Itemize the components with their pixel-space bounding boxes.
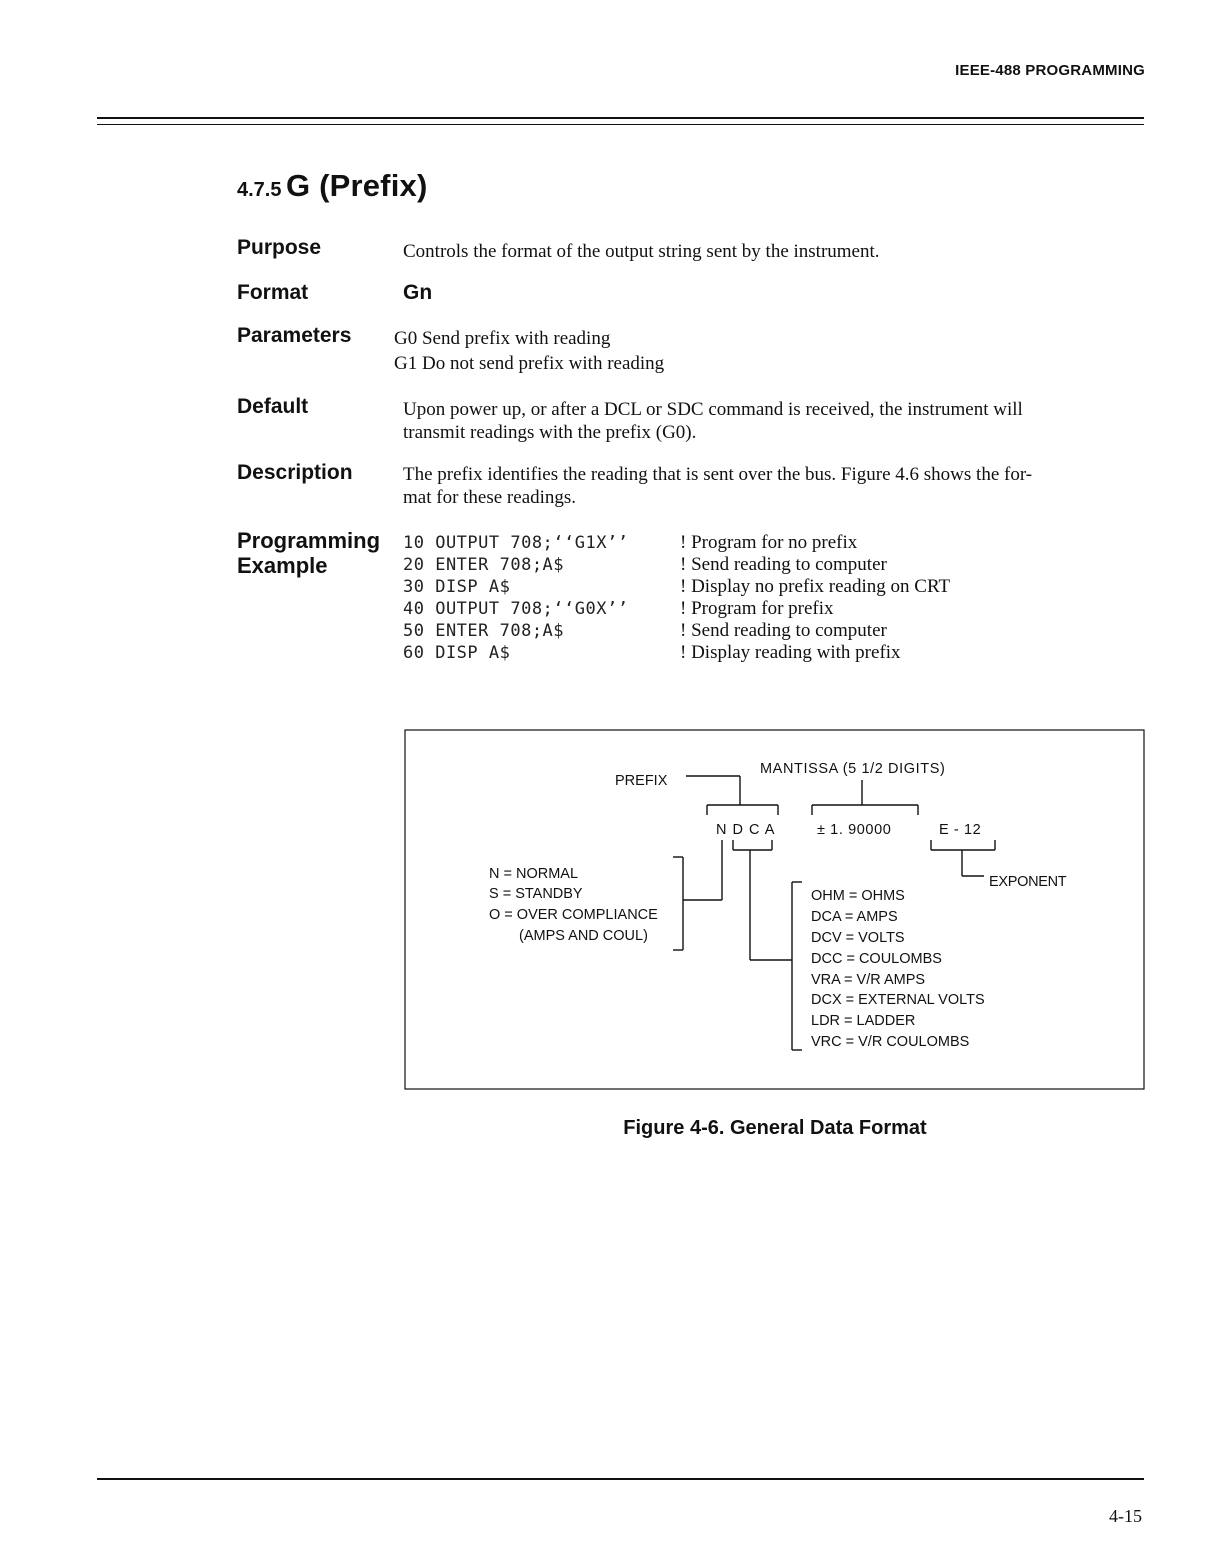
status-amps-coul: (AMPS AND COUL) xyxy=(519,928,648,944)
code-line-20: 20 ENTER 708;A$ xyxy=(403,555,565,575)
code-line-10: 10 OUTPUT 708;‘‘G1X’’ xyxy=(403,533,629,553)
function-dca: DCA = AMPS xyxy=(811,909,898,925)
default-label: Default xyxy=(237,395,309,418)
example-label-2: Example xyxy=(237,553,328,578)
description-line-1: The prefix identifies the reading that is sent over the bus. Figure 4.6 shows the for- xyxy=(403,464,1033,485)
page-number: 4-15 xyxy=(1109,1506,1142,1526)
mantissa-value: ± 1. 90000 xyxy=(817,822,892,838)
description-label: Description xyxy=(237,461,353,484)
code-line-50: 50 ENTER 708;A$ xyxy=(403,621,565,641)
function-dcv: DCV = VOLTS xyxy=(811,930,905,946)
exponent-bracket xyxy=(931,840,995,876)
mantissa-label: MANTISSA (5 1/2 DIGITS) xyxy=(760,761,946,777)
status-normal: N = NORMAL xyxy=(489,866,579,882)
comment-line-1: ! Program for no prefix xyxy=(680,532,858,553)
function-bracket xyxy=(792,882,802,1050)
example-label-1: Programming xyxy=(237,528,381,553)
prefix-label: PREFIX xyxy=(615,773,668,789)
figure-caption: Figure 4-6. General Data Format xyxy=(623,1117,927,1139)
exponent-value: E - 12 xyxy=(939,822,982,838)
running-head: IEEE-488 PROGRAMMING xyxy=(955,62,1145,79)
function-vrc: VRC = V/R COULOMBS xyxy=(811,1034,970,1050)
description-line-2: mat for these readings. xyxy=(403,487,577,508)
comment-line-2: ! Send reading to computer xyxy=(680,554,887,575)
default-line-1: Upon power up, or after a DCL or SDC command is received, the instrument will xyxy=(403,399,1023,420)
section-number: 4.7.5 xyxy=(237,179,282,201)
format-label: Format xyxy=(237,281,309,304)
purpose-text: Controls the format of the output string sent by the instrument. xyxy=(403,241,880,262)
mantissa-bracket xyxy=(812,780,918,815)
footer-rule xyxy=(97,1478,1144,1480)
code-line-30: 30 DISP A$ xyxy=(403,577,511,597)
exponent-label: EXPONENT xyxy=(989,874,1067,890)
status-standby: S = STANDBY xyxy=(489,886,583,902)
default-line-2: transmit readings with the prefix (G0). xyxy=(403,422,697,443)
parameter-g0: G0 Send prefix with reading xyxy=(394,328,611,349)
comment-line-4: ! Program for prefix xyxy=(680,598,834,619)
function-ldr: LDR = LADDER xyxy=(811,1013,916,1029)
code-line-60: 60 DISP A$ xyxy=(403,643,511,663)
prefix-code: N D C A xyxy=(716,822,776,838)
purpose-label: Purpose xyxy=(237,236,322,259)
parameters-label: Parameters xyxy=(237,324,352,347)
comment-line-5: ! Send reading to computer xyxy=(680,620,887,641)
function-dcx: DCX = EXTERNAL VOLTS xyxy=(811,992,985,1008)
comment-line-6: ! Display reading with prefix xyxy=(680,642,901,663)
code-line-40: 40 OUTPUT 708;‘‘G0X’’ xyxy=(403,599,629,619)
comment-line-3: ! Display no prefix reading on CRT xyxy=(680,576,951,597)
status-bracket xyxy=(673,857,722,950)
function-dcc: DCC = COULOMBS xyxy=(811,951,942,967)
function-ohm: OHM = OHMS xyxy=(811,888,905,904)
prefix-under-brackets xyxy=(722,840,792,960)
prefix-bracket xyxy=(686,776,778,815)
status-over-compliance: O = OVER COMPLIANCE xyxy=(489,907,658,923)
section-heading: G (Prefix) xyxy=(285,168,428,203)
format-value: Gn xyxy=(403,281,433,304)
parameter-g1: G1 Do not send prefix with reading xyxy=(394,353,665,374)
function-vra: VRA = V/R AMPS xyxy=(811,972,926,988)
